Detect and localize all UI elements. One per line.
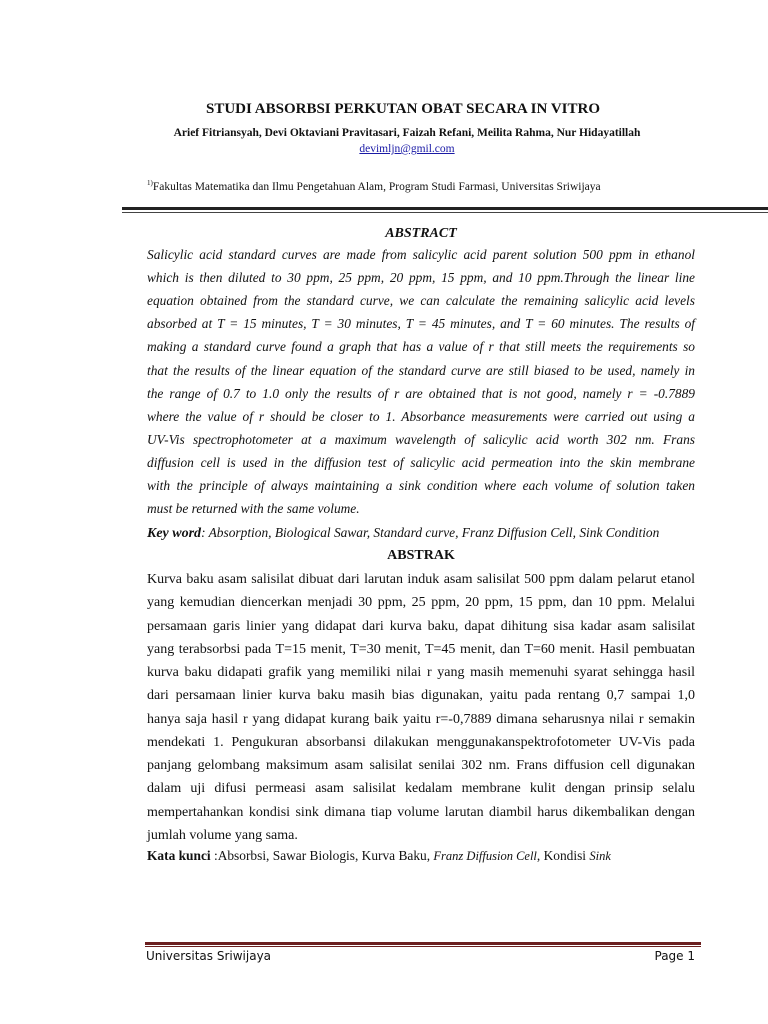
text-line: the range of 0.7 to 1.0 only the results of r are obtained that is not good, namely r = -0.7889 xyxy=(147,385,695,401)
paper-title: STUDI ABSORBSI PERKUTAN OBAT SECARA IN VITRO xyxy=(206,101,600,117)
footer-rule-thin xyxy=(145,946,701,947)
text-line: Salicylic acid standard curves are made from salicylic acid parent solution 500 ppm in ethanol xyxy=(147,247,695,262)
footer-institution: Universitas Sriwijaya xyxy=(146,949,272,963)
text-line: panjang gelombang maksimum asam salisilat senilai 302 nm. Frans diffusion cell digunakan xyxy=(147,758,695,773)
text-line: must be returned with the same volume. xyxy=(147,501,360,517)
footer-rule xyxy=(145,942,701,945)
abstract-keywords xyxy=(147,525,659,542)
page-number: Page 1 xyxy=(654,949,695,963)
kata-kunci-list-2: , Kondisi xyxy=(536,848,590,863)
affiliation xyxy=(147,179,601,193)
affiliation-mark: 1) xyxy=(147,179,153,187)
text-line: with the principle of always maintaining a sink condition where each volume of solution taken xyxy=(147,478,695,493)
kata-kunci-italic-2: Sink xyxy=(589,849,611,863)
keyword-label: Key word xyxy=(147,526,202,541)
kata-kunci-label: Kata kunci xyxy=(147,848,211,863)
text-line: mendekati 1. Pengukuran absorbansi dilakukan menggunakanspektrofotometer UV-Vis pada xyxy=(147,734,695,750)
text-line: hanya saja hasil r yang didapat kurang baik yaitu r=-0,7889 dimana seharusnya nilai r semakin xyxy=(147,711,695,727)
abstrak-heading: ABSTRAK xyxy=(387,548,455,563)
authors: Arief Fitriansyah, Devi Oktaviani Pravitasari, Faizah Refani, Meilita Rahma, Nur Hidayatillah xyxy=(173,127,641,139)
text-line: dari persamaan linier kurva baku masih bias digunakan, yaitu pada rentang 0,7 sampai 1,0 xyxy=(147,688,695,704)
keyword-list: : Absorption, Biological Sawar, Standard curve, Franz Diffusion Cell, Sink Condition xyxy=(201,525,660,540)
abstract-heading: ABSTRACT xyxy=(385,226,457,241)
text-line: equation obtained from the standard curve, we can calculate the remaining salicylic acid levels xyxy=(147,293,695,309)
header-rule xyxy=(122,207,768,210)
text-line: yang terabsorbsi pada T=15 menit, T=30 menit, T=45 menit, dan T=60 menit. Hasil pembuatan xyxy=(147,641,695,657)
text-line: absorbed at T = 15 minutes, T = 30 minutes, T = 45 minutes, and T = 60 minutes. The results of xyxy=(147,316,695,332)
text-line: kurva baku didapati grafik yang memiliki nilai r yang masih memenuhi syarat sehingga hasil xyxy=(147,665,695,680)
kata-kunci-italic: Franz Diffusion Cell xyxy=(433,849,537,863)
text-line: persamaan garis linier yang didapat dari kurva baku, dapat dihitung sisa kadar asam salisilat xyxy=(147,618,695,634)
text-line: jumlah volume yang sama. xyxy=(147,827,298,843)
text-line: dalam uji difusi permeasi asam salisilat kedalam membrane kulit dengan prinsip selalu xyxy=(147,781,695,797)
text-line: where the value of r should be closer to 1. Absorbance measurements were carried out using a xyxy=(147,408,695,424)
text-line: Kurva baku asam salisilat dibuat dari larutan induk asam salisilat 500 ppm dalam pelarut etanol xyxy=(147,572,695,587)
text-line: that the results of the linear equation of the standard curve are still biased to be used, namely in xyxy=(147,362,695,378)
kata-kunci-list: :Absorbsi, Sawar Biologis, Kurva Baku, xyxy=(210,848,434,863)
affiliation-text: Fakultas Matematika dan Ilmu Pengetahuan Alam, Program Studi Farmasi, Universitas Sriwijaya xyxy=(152,180,601,193)
author-email-link[interactable]: devimljn@gmil.com xyxy=(359,143,455,155)
abstrak-keywords xyxy=(147,848,611,864)
text-line: mempertahankan kondisi sink dimana tiap volume larutan diambil harus dikembalikan dengan xyxy=(147,804,695,820)
text-line: UV-Vis spectrophotometer at a maximum wavelength of salicylic acid worth 302 nm. Frans xyxy=(147,431,695,447)
text-line: yang kemudian diencerkan menjadi 30 ppm, 25 ppm, 20 ppm, 15 ppm, dan 10 ppm. Melalui xyxy=(147,595,695,611)
header-rule-thin xyxy=(122,212,768,213)
text-line: which is then diluted to 30 ppm, 25 ppm, 20 ppm, 15 ppm, and 10 ppm.Through the linear line xyxy=(147,270,695,286)
text-line: diffusion cell is used in the diffusion test of salicylic acid permeation into the skin membrane xyxy=(147,454,695,470)
text-line: making a standard curve found a graph that has a value of r that still meets the requirements so xyxy=(147,339,695,355)
